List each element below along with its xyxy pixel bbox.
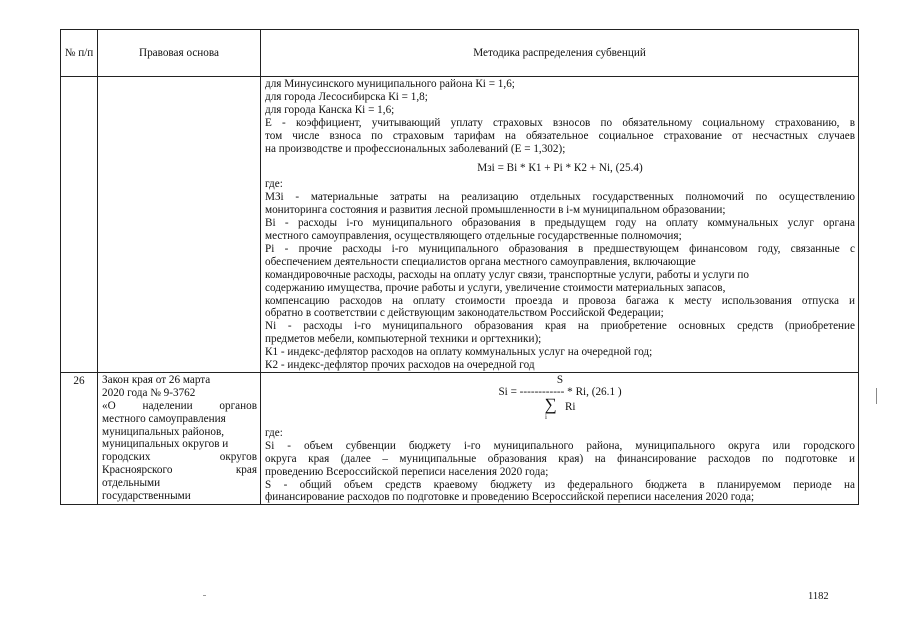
text-line: обратно в соответствии с действующим законодательством Российской Федерации;	[265, 307, 664, 320]
subsidy-table	[60, 29, 859, 505]
text-line: Ni - расходы i-го муниципального образования края на приобретение основных средств (приобретение	[265, 320, 855, 333]
basis-line: «О наделении органов	[102, 399, 257, 412]
basis-line: Закон края от 26 марта	[102, 373, 211, 386]
text-line: округа края (далее – муниципальные образования края) на финансирование расходов по подготовке и	[265, 452, 855, 465]
coef-line: для города Лесосибирска Кi = 1,8;	[265, 90, 428, 103]
basis-line: отдельными	[102, 477, 161, 490]
header-number: № п/п	[61, 30, 98, 77]
text-line: компенсацию расходов на оплату стоимости проезда и провоза багажа к месту использования отпуска и	[265, 294, 855, 307]
row-number: 26	[61, 372, 98, 504]
basis-line: Красноярского края	[102, 464, 257, 477]
legal-basis-empty	[98, 77, 261, 373]
where-label: где:	[265, 426, 283, 439]
header-legal-basis: Правовая основа	[98, 30, 261, 77]
method-cell	[261, 372, 859, 504]
scan-margin-mark	[876, 388, 877, 404]
text-line: командировочные расходы, расходы на оплату услуг связи, транспортные услуги, работы и услуги по	[265, 268, 749, 281]
basis-line: государственными	[102, 490, 191, 503]
text-line: финансирование расходов по подготовке и проведению Всероссийской переписи населения 2020 года;	[265, 491, 755, 504]
formula-26-1	[265, 374, 855, 419]
basis-line: 2020 года № 9-3762	[102, 386, 196, 399]
text-line: обеспечением деятельности специалистов органа местного самоуправления, включающие	[265, 255, 696, 268]
text-line: Si - объем субвенции бюджету i-го муниципального района, муниципального округа или городского	[265, 439, 855, 452]
method-cell	[261, 77, 859, 373]
table-row	[61, 372, 859, 504]
text-line: К1 - индекс-дефлятор расходов на оплату коммунальных услуг на очередной год;	[265, 346, 653, 359]
coef-line: для города Канска Кi = 1,6;	[265, 103, 395, 116]
text-line: Е - коэффициент, учитывающий уплату страховых взносов по обязательному социальному страхованию, в	[265, 116, 855, 129]
formula-25-4: Мзi = Вi * К1 + Pi * К2 + Ni, (25.4)	[477, 162, 643, 175]
row-number-empty	[61, 77, 98, 373]
text-line: МЗi - материальные затраты на реализацию отдельных государственных полномочий по осуществлению	[265, 191, 855, 204]
text-line: содержанию имущества, прочие работы и услуги, увеличение стоимости материальных запасов,	[265, 281, 726, 294]
text-line: Pi - прочие расходы i-го муниципального образования в предшествующем финансовом году, связанные с	[265, 242, 855, 255]
basis-line: муниципальных районов,	[102, 425, 225, 438]
sum-symbol: ∑	[544, 394, 557, 414]
text-line: проведению Всероссийской переписи населения 2020 года;	[265, 465, 549, 478]
text-line: том числе взноса по страховым тарифам на обязательное социальное страхование от несчастных случаев	[265, 129, 855, 142]
basis-line: городских округов	[102, 451, 257, 464]
text-line: местного самоуправления, осуществляющего отдельные государственные полномочия;	[265, 229, 682, 242]
coef-line: для Минусинского муниципального района Кi = 1,6;	[265, 78, 515, 90]
formula-main: Si = ------------ * Ri, (26.1 )	[498, 385, 622, 398]
formula-numerator: S	[556, 373, 564, 386]
page-number: 1182	[808, 591, 829, 602]
sum-index: i	[545, 412, 547, 421]
formula-denominator	[265, 394, 855, 421]
text-line: Вi - расходы i-го муниципального образования в предыдущем году на оплату коммунальных услуг органа	[265, 217, 855, 230]
scan-speck	[203, 595, 206, 596]
formula-denominator-term: Ri	[564, 400, 576, 413]
text-line: на производстве и профессиональных заболеваний (Е = 1,302);	[265, 142, 566, 155]
table-header-row	[61, 30, 859, 77]
basis-line: местного самоуправления	[102, 412, 226, 425]
text-line: предметов мебели, компьютерной техники и оргтехники);	[265, 333, 542, 346]
header-method: Методика распределения субвенций	[261, 30, 859, 77]
text-line: К2 - индекс-дефлятор прочих расходов на очередной год	[265, 359, 535, 372]
where-label: где:	[265, 178, 283, 191]
basis-line: муниципальных округов и	[102, 438, 229, 451]
table-row	[61, 77, 859, 373]
legal-basis-cell	[98, 372, 261, 504]
text-line: мониторинга состояния и развития лесной промышленности в i-м муниципальном образовании;	[265, 204, 726, 217]
text-line: S - общий объем средств краевому бюджету из федерального бюджета в планируемом периоде на	[265, 478, 855, 491]
